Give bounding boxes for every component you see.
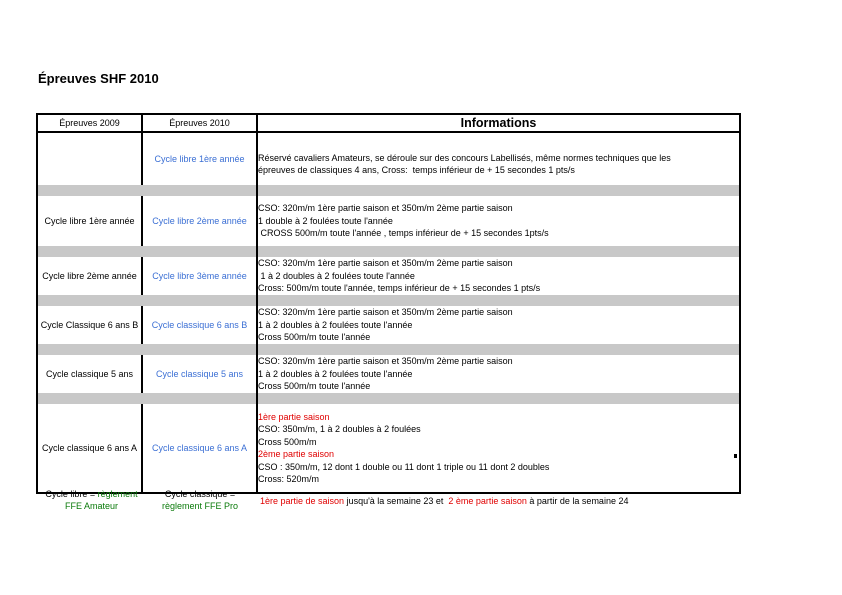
info-line: Cross 500m/m toute l'année <box>258 381 371 392</box>
info-line: Cross 500m/m <box>258 436 317 447</box>
table-row <box>37 355 740 393</box>
informations-cell <box>257 404 740 493</box>
separator-cell <box>37 295 142 306</box>
legend-season1: 1ère partie de saison <box>260 496 345 506</box>
info-line: 1 à 2 doubles à 2 foulées toute l'année <box>258 270 415 281</box>
separator-cell <box>142 246 257 257</box>
info-line: CSO : 350m/m, 12 dont 1 double ou 11 dont 1 triple ou 11 dont 2 doubles <box>258 461 550 472</box>
info-line: 1 double à 2 foulées toute l'année <box>258 215 393 226</box>
informations-cell <box>257 306 740 344</box>
legend-libre-ffe: FFE Amateur <box>64 501 118 511</box>
info-line: CSO: 350m/m, 1 à 2 doubles à 2 foulées <box>258 424 421 434</box>
legend-classique-text: Cycle classique = <box>164 489 236 499</box>
info-line: CSO: 320m/m 1ère partie saison et 350m/m 2ème partie saison <box>258 307 513 318</box>
separator-cell <box>142 344 257 355</box>
legend-season2: 2 ème partie saison <box>448 496 527 506</box>
informations-cell <box>257 132 740 185</box>
epreuve-2010-cell: Cycle classique 6 ans B <box>142 306 257 344</box>
info-line: CSO: 320m/m 1ère partie saison et 350m/m 2ème partie saison <box>258 203 513 214</box>
info-line: épreuves de classiques 4 ans, Cross: temps inférieur de + 15 secondes 1 pts/s <box>258 165 575 175</box>
legend-season-mid: jusqu'à la semaine 23 et <box>344 496 449 506</box>
header-informations: Informations <box>257 114 740 132</box>
separator-cell <box>37 393 142 404</box>
epreuves-table <box>36 113 741 494</box>
table-body <box>37 132 740 493</box>
separator-cell <box>257 393 740 404</box>
info-line: Cross: 500m/m toute l'année, temps inférieur de + 15 secondes 1 pts/s <box>258 283 541 294</box>
legend-season-end: à partir de la semaine 24 <box>526 496 629 506</box>
separator-cell <box>257 295 740 306</box>
legend-libre-text: Cycle libre = <box>45 489 98 499</box>
table-row <box>37 404 740 493</box>
legend-classique-reglement: règlement FFE Pro <box>161 501 239 511</box>
separator-cell <box>37 344 142 355</box>
info-line: CSO: 320m/m 1ère partie saison et 350m/m 2ème partie saison <box>258 258 513 269</box>
epreuve-2009-cell: Cycle classique 5 ans <box>37 355 142 393</box>
table-row <box>37 306 740 344</box>
header-epreuves-2009: Épreuves 2009 <box>37 114 142 132</box>
epreuve-2010-cell: Cycle classique 6 ans A <box>142 404 257 493</box>
table-row <box>37 196 740 246</box>
informations-cell <box>257 257 740 295</box>
epreuve-2009-cell <box>37 132 142 185</box>
separator-cell <box>142 185 257 196</box>
info-line: Cross: 520m/m <box>258 474 320 484</box>
row-separator <box>37 246 740 257</box>
header-epreuves-2010: Épreuves 2010 <box>142 114 257 132</box>
informations-cell <box>257 196 740 246</box>
informations-cell <box>257 355 740 393</box>
info-line: 1 à 2 doubles à 2 foulées toute l'année <box>258 319 413 330</box>
epreuve-2010-cell: Cycle libre 2ème année <box>142 196 257 246</box>
separator-cell <box>257 344 740 355</box>
legend-cycle-libre <box>34 488 149 512</box>
row-separator <box>37 344 740 355</box>
legend-libre-reglement: règlement <box>97 489 138 499</box>
separator-cell <box>142 393 257 404</box>
info-line: Réservé cavaliers Amateurs, se déroule sur des concours Labellisés, même normes techniques que les <box>258 152 671 163</box>
epreuve-2009-cell: Cycle classique 6 ans A <box>37 404 142 493</box>
legend-seasons <box>260 495 628 507</box>
epreuve-2010-cell: Cycle libre 1ère année <box>142 132 257 185</box>
page-title: Épreuves SHF 2010 <box>38 71 159 86</box>
epreuve-2009-cell: Cycle libre 1ère année <box>37 196 142 246</box>
separator-cell <box>257 185 740 196</box>
separator-cell <box>37 246 142 257</box>
info-line: CROSS 500m/m toute l'année , temps inférieur de + 15 secondes 1pts/s <box>258 228 549 239</box>
epreuve-2009-cell: Cycle Classique 6 ans B <box>37 306 142 344</box>
separator-cell <box>257 246 740 257</box>
table-row <box>37 257 740 295</box>
epreuve-2009-cell: Cycle libre 2ème année <box>37 257 142 295</box>
legend-cycle-classique <box>150 488 250 512</box>
stray-mark <box>734 454 737 458</box>
info-line: 1ère partie saison <box>258 411 330 422</box>
info-line: Cross 500m/m toute l'année <box>258 332 371 343</box>
epreuve-2010-cell: Cycle libre 3ème année <box>142 257 257 295</box>
row-separator <box>37 393 740 404</box>
info-line: 2ème partie saison <box>258 449 335 459</box>
info-line: CSO: 320m/m 1ère partie saison et 350m/m 2ème partie saison <box>258 356 513 367</box>
row-separator <box>37 185 740 196</box>
epreuve-2010-cell: Cycle classique 5 ans <box>142 355 257 393</box>
separator-cell <box>37 185 142 196</box>
table-row <box>37 132 740 185</box>
row-separator <box>37 295 740 306</box>
separator-cell <box>142 295 257 306</box>
info-line: 1 à 2 doubles à 2 foulées toute l'année <box>258 368 413 379</box>
